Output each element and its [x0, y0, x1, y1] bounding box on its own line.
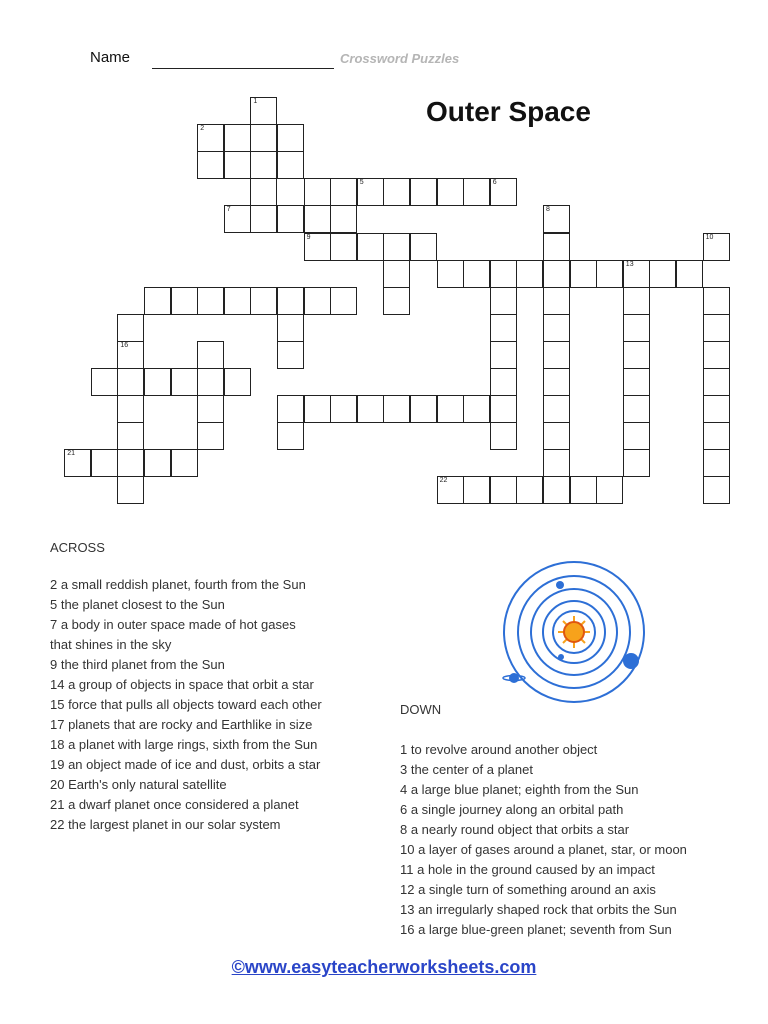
grid-cell[interactable]	[224, 124, 251, 152]
across-heading: ACROSS	[50, 540, 105, 555]
down-clue: 12 a single turn of something around an axis	[400, 882, 656, 897]
grid-cell[interactable]	[277, 205, 304, 233]
down-clue: 8 a nearly round object that orbits a star	[400, 822, 630, 837]
grid-cell[interactable]	[623, 287, 650, 315]
grid-cell[interactable]	[543, 314, 570, 342]
clue-number: 22	[439, 477, 448, 485]
grid-cell[interactable]	[304, 233, 331, 261]
grid-cell[interactable]	[330, 233, 357, 261]
grid-cell[interactable]	[543, 287, 570, 315]
grid-cell[interactable]	[383, 287, 410, 315]
clue-number: 6	[492, 179, 497, 187]
grid-cell[interactable]	[197, 422, 224, 450]
grid-cell[interactable]	[543, 449, 570, 477]
grid-cell[interactable]	[224, 287, 251, 315]
grid-cell[interactable]	[543, 476, 570, 504]
grid-cell[interactable]	[570, 476, 597, 504]
grid-cell[interactable]	[144, 368, 171, 396]
grid-cell[interactable]	[703, 449, 730, 477]
grid-cell[interactable]	[171, 368, 198, 396]
page-title: Outer Space	[426, 96, 591, 127]
grid-cell[interactable]	[330, 205, 357, 233]
grid-cell[interactable]	[117, 368, 144, 396]
grid-cell[interactable]	[543, 260, 570, 288]
grid-cell[interactable]	[490, 341, 517, 369]
grid-cell[interactable]	[277, 287, 304, 315]
grid-cell[interactable]	[383, 178, 410, 206]
down-clue: 1 to revolve around another object	[400, 742, 598, 757]
grid-cell[interactable]	[437, 476, 464, 504]
planet-icon	[623, 653, 639, 669]
grid-cell[interactable]	[490, 314, 517, 342]
grid-cell[interactable]	[277, 314, 304, 342]
grid-cell[interactable]	[91, 368, 118, 396]
grid-cell[interactable]	[703, 476, 730, 504]
grid-cell[interactable]	[623, 395, 650, 423]
grid-cell[interactable]	[543, 395, 570, 423]
grid-cell[interactable]	[463, 178, 490, 206]
grid-cell[interactable]	[304, 395, 331, 423]
grid-cell[interactable]	[64, 449, 91, 477]
grid-cell[interactable]	[197, 287, 224, 315]
grid-cell[interactable]	[117, 476, 144, 504]
grid-cell[interactable]	[117, 341, 144, 369]
grid-cell[interactable]	[144, 287, 171, 315]
clue-number: 2	[200, 125, 205, 133]
name-label: Name	[90, 49, 131, 66]
across-clue: 7 a body in outer space made of hot gases that shines in the sky	[50, 617, 296, 652]
grid-cell[interactable]	[410, 233, 437, 261]
grid-cell[interactable]	[543, 205, 570, 233]
grid-cell[interactable]	[437, 260, 464, 288]
grid-cell[interactable]	[277, 422, 304, 450]
grid-cell[interactable]	[490, 395, 517, 423]
grid-cell[interactable]	[144, 449, 171, 477]
grid-cell[interactable]	[304, 178, 331, 206]
grid-cell[interactable]	[490, 287, 517, 315]
grid-cell[interactable]	[250, 178, 277, 206]
across-clue: 17 planets that are rocky and Earthlike in size	[50, 717, 313, 732]
grid-cell[interactable]	[596, 476, 623, 504]
clue-number: 16	[120, 341, 129, 349]
footer-url[interactable]: ©www.easyteacherworksheets.com	[231, 957, 537, 977]
grid-cell[interactable]	[463, 260, 490, 288]
across-clue: 21 a dwarf planet once considered a planet	[50, 797, 299, 812]
grid-cell[interactable]	[117, 395, 144, 423]
grid-cell[interactable]	[197, 368, 224, 396]
grid-cell[interactable]	[117, 449, 144, 477]
grid-cell[interactable]	[623, 422, 650, 450]
clue-number: 7	[226, 206, 231, 214]
grid-cell[interactable]	[357, 178, 384, 206]
grid-cell[interactable]	[543, 422, 570, 450]
down-clue-list	[400, 740, 760, 940]
grid-cell[interactable]	[117, 422, 144, 450]
grid-cell[interactable]	[250, 287, 277, 315]
worksheet-subtitle: Crossword Puzzles	[340, 51, 460, 66]
across-clue: 2 a small reddish planet, fourth from the Sun	[50, 577, 306, 592]
solar-system-icon	[494, 560, 654, 710]
across-clue: 14 a group of objects in space that orbit a star	[50, 677, 314, 692]
grid-cell[interactable]	[197, 124, 224, 152]
down-clue: 4 a large blue planet; eighth from the Sun	[400, 782, 639, 797]
grid-cell[interactable]	[250, 97, 277, 125]
grid-cell[interactable]	[516, 476, 543, 504]
planet-icon	[509, 673, 519, 683]
grid-cell[interactable]	[357, 395, 384, 423]
grid-cell[interactable]	[437, 395, 464, 423]
grid-cell[interactable]	[543, 368, 570, 396]
sun-icon	[558, 616, 590, 648]
grid-cell[interactable]	[330, 395, 357, 423]
down-clue: 10 a layer of gases around a planet, star, or moon	[400, 842, 687, 857]
grid-cell[interactable]	[703, 314, 730, 342]
clue-number: 5	[359, 179, 364, 187]
grid-cell[interactable]	[171, 449, 198, 477]
grid-cell[interactable]	[490, 422, 517, 450]
grid-cell[interactable]	[490, 476, 517, 504]
grid-cell[interactable]	[410, 395, 437, 423]
grid-cell[interactable]	[197, 395, 224, 423]
down-clue: 11 a hole in the ground caused by an impact	[400, 862, 655, 877]
grid-cell[interactable]	[703, 395, 730, 423]
grid-cell[interactable]	[330, 178, 357, 206]
clue-number: 8	[546, 206, 550, 214]
grid-cell[interactable]	[383, 395, 410, 423]
grid-cell[interactable]	[91, 449, 118, 477]
grid-cell[interactable]	[304, 205, 331, 233]
grid-cell[interactable]	[623, 368, 650, 396]
grid-cell[interactable]	[703, 233, 730, 261]
grid-cell[interactable]	[543, 341, 570, 369]
grid-cell[interactable]	[703, 368, 730, 396]
grid-cell[interactable]	[703, 341, 730, 369]
grid-cell[interactable]	[330, 287, 357, 315]
planet-icon	[558, 654, 564, 660]
grid-cell[interactable]	[250, 205, 277, 233]
grid-cell[interactable]	[437, 178, 464, 206]
grid-cell[interactable]	[570, 260, 597, 288]
grid-cell[interactable]	[250, 151, 277, 179]
grid-cell[interactable]	[596, 260, 623, 288]
grid-cell[interactable]	[171, 287, 198, 315]
grid-cell[interactable]	[304, 287, 331, 315]
grid-cell[interactable]	[649, 260, 676, 288]
clue-number: 10	[705, 233, 714, 241]
grid-cell[interactable]	[703, 422, 730, 450]
grid-cell[interactable]	[117, 314, 144, 342]
grid-cell[interactable]	[490, 368, 517, 396]
grid-cell[interactable]	[224, 205, 251, 233]
grid-cell[interactable]	[623, 260, 650, 288]
grid-cell[interactable]	[490, 178, 517, 206]
grid-cell[interactable]	[277, 151, 304, 179]
down-heading: DOWN	[400, 702, 442, 717]
grid-cell[interactable]	[383, 260, 410, 288]
grid-cell[interactable]	[224, 368, 251, 396]
clue-number: 13	[625, 260, 634, 268]
planet-icon	[556, 581, 564, 589]
clue-number: 21	[67, 450, 75, 458]
across-clue: 9 the third planet from the Sun	[50, 657, 225, 672]
grid-cell[interactable]	[490, 260, 517, 288]
grid-cell[interactable]	[676, 260, 703, 288]
grid-cell[interactable]	[250, 124, 277, 152]
across-clue: 22 the largest planet in our solar system	[50, 817, 281, 832]
grid-cell[interactable]	[543, 233, 570, 261]
grid-cell[interactable]	[623, 341, 650, 369]
across-clue: 15 force that pulls all objects toward each other	[50, 697, 322, 712]
down-clue: 13 an irregularly shaped rock that orbits the Sun	[400, 902, 677, 917]
grid-cell[interactable]	[224, 151, 251, 179]
across-clue: 18 a planet with large rings, sixth from the Sun	[50, 737, 318, 752]
grid-cell[interactable]	[410, 178, 437, 206]
across-clue: 5 the planet closest to the Sun	[50, 597, 225, 612]
grid-cell[interactable]	[197, 151, 224, 179]
clue-number: 9	[306, 233, 311, 241]
grid-cell[interactable]	[703, 287, 730, 315]
down-clue: 16 a large blue-green planet; seventh from Sun	[400, 922, 672, 937]
across-clue: 20 Earth's only natural satellite	[50, 777, 227, 792]
down-clue: 6 a single journey along an orbital path	[400, 802, 624, 817]
grid-cell[interactable]	[623, 314, 650, 342]
grid-cell[interactable]	[463, 395, 490, 423]
grid-cell[interactable]	[383, 233, 410, 261]
grid-cell[interactable]	[357, 233, 384, 261]
grid-cell[interactable]	[197, 341, 224, 369]
grid-cell[interactable]	[277, 395, 304, 423]
clue-number: 1	[253, 98, 258, 105]
across-clue: 19 an object made of ice and dust, orbits a star	[50, 757, 321, 772]
grid-cell[interactable]	[277, 124, 304, 152]
grid-cell[interactable]	[277, 341, 304, 369]
across-clue-list	[50, 575, 390, 835]
grid-cell[interactable]	[463, 476, 490, 504]
grid-cell[interactable]	[623, 449, 650, 477]
down-clue: 3 the center of a planet	[400, 762, 533, 777]
grid-cell[interactable]	[516, 260, 543, 288]
